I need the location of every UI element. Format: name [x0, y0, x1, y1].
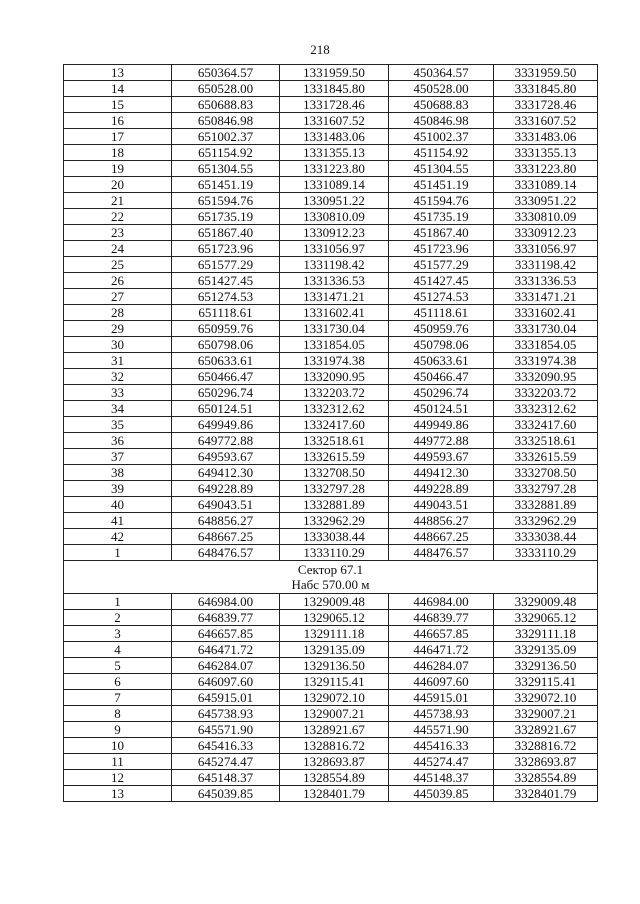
y-alt-coordinate-cell: 3331198.42: [494, 257, 598, 273]
x-alt-coordinate-cell: 451577.29: [389, 257, 494, 273]
point-number-cell: 29: [64, 321, 172, 337]
y-alt-coordinate-cell: 3329072.10: [494, 690, 598, 706]
y-alt-coordinate-cell: 3328816.72: [494, 738, 598, 754]
x-coordinate-cell: 651735.19: [172, 209, 280, 225]
y-coordinate-cell: 1332312.62: [280, 401, 389, 417]
point-number-cell: 3: [64, 626, 172, 642]
x-alt-coordinate-cell: 451002.37: [389, 129, 494, 145]
point-number-cell: 33: [64, 385, 172, 401]
y-alt-coordinate-cell: 3331355.13: [494, 145, 598, 161]
y-coordinate-cell: 1332615.59: [280, 449, 389, 465]
x-coordinate-cell: 650124.51: [172, 401, 280, 417]
y-coordinate-cell: 1328921.67: [280, 722, 389, 738]
y-coordinate-cell: 1331089.14: [280, 177, 389, 193]
y-alt-coordinate-cell: 3332518.61: [494, 433, 598, 449]
x-coordinate-cell: 645915.01: [172, 690, 280, 706]
x-alt-coordinate-cell: 449043.51: [389, 497, 494, 513]
y-alt-coordinate-cell: 3331728.46: [494, 97, 598, 113]
x-coordinate-cell: 649593.67: [172, 449, 280, 465]
table-row: [64, 257, 598, 273]
x-alt-coordinate-cell: 445416.33: [389, 738, 494, 754]
point-number-cell: 7: [64, 690, 172, 706]
x-coordinate-cell: 649412.30: [172, 465, 280, 481]
table-row: [64, 513, 598, 529]
x-coordinate-cell: 651594.76: [172, 193, 280, 209]
x-coordinate-cell: 645738.93: [172, 706, 280, 722]
table-row: [64, 545, 598, 561]
table-row: [64, 289, 598, 305]
sector-title: Сектор 67.1: [297, 562, 364, 577]
y-alt-coordinate-cell: 3329065.12: [494, 610, 598, 626]
point-number-cell: 34: [64, 401, 172, 417]
x-alt-coordinate-cell: 448476.57: [389, 545, 494, 561]
x-coordinate-cell: 650688.83: [172, 97, 280, 113]
y-alt-coordinate-cell: 3329009.48: [494, 594, 598, 610]
point-number-cell: 42: [64, 529, 172, 545]
coordinates-block-2: [64, 594, 598, 802]
table-row: [64, 369, 598, 385]
x-alt-coordinate-cell: 449228.89: [389, 481, 494, 497]
table-row: [64, 529, 598, 545]
x-coordinate-cell: 650846.98: [172, 113, 280, 129]
table-row: [64, 305, 598, 321]
y-coordinate-cell: 1331355.13: [280, 145, 389, 161]
table-row: [64, 449, 598, 465]
table-row: [64, 754, 598, 770]
point-number-cell: 16: [64, 113, 172, 129]
table-row: [64, 433, 598, 449]
x-coordinate-cell: 650296.74: [172, 385, 280, 401]
sector-header-cell: [64, 561, 598, 594]
x-alt-coordinate-cell: 450798.06: [389, 337, 494, 353]
y-coordinate-cell: 1331198.42: [280, 257, 389, 273]
table-row: [64, 129, 598, 145]
x-coordinate-cell: 645039.85: [172, 786, 280, 802]
x-alt-coordinate-cell: 450364.57: [389, 65, 494, 81]
table-row: [64, 177, 598, 193]
point-number-cell: 25: [64, 257, 172, 273]
point-number-cell: 5: [64, 658, 172, 674]
y-coordinate-cell: 1332797.28: [280, 481, 389, 497]
y-alt-coordinate-cell: 3331959.50: [494, 65, 598, 81]
y-alt-coordinate-cell: 3331089.14: [494, 177, 598, 193]
x-coordinate-cell: 646839.77: [172, 610, 280, 626]
point-number-cell: 28: [64, 305, 172, 321]
x-alt-coordinate-cell: 450466.47: [389, 369, 494, 385]
y-coordinate-cell: 1332203.72: [280, 385, 389, 401]
y-coordinate-cell: 1332417.60: [280, 417, 389, 433]
point-number-cell: 39: [64, 481, 172, 497]
x-alt-coordinate-cell: 450296.74: [389, 385, 494, 401]
point-number-cell: 13: [64, 65, 172, 81]
y-alt-coordinate-cell: 3333110.29: [494, 545, 598, 561]
table-row: [64, 225, 598, 241]
x-alt-coordinate-cell: 451118.61: [389, 305, 494, 321]
x-coordinate-cell: 651274.53: [172, 289, 280, 305]
table-row: [64, 738, 598, 754]
y-alt-coordinate-cell: 3330912.23: [494, 225, 598, 241]
y-alt-coordinate-cell: 3332615.59: [494, 449, 598, 465]
table-row: [64, 594, 598, 610]
table-row: [64, 65, 598, 81]
x-coordinate-cell: 650959.76: [172, 321, 280, 337]
point-number-cell: 30: [64, 337, 172, 353]
point-number-cell: 19: [64, 161, 172, 177]
x-alt-coordinate-cell: 451304.55: [389, 161, 494, 177]
table-row: [64, 353, 598, 369]
y-coordinate-cell: 1331483.06: [280, 129, 389, 145]
table-row: [64, 481, 598, 497]
point-number-cell: 41: [64, 513, 172, 529]
x-alt-coordinate-cell: 450528.00: [389, 81, 494, 97]
x-coordinate-cell: 649043.51: [172, 497, 280, 513]
y-alt-coordinate-cell: 3331730.04: [494, 321, 598, 337]
y-alt-coordinate-cell: 3332090.95: [494, 369, 598, 385]
y-alt-coordinate-cell: 3329115.41: [494, 674, 598, 690]
y-coordinate-cell: 1331974.38: [280, 353, 389, 369]
y-coordinate-cell: 1328554.89: [280, 770, 389, 786]
x-coordinate-cell: 650633.61: [172, 353, 280, 369]
point-number-cell: 26: [64, 273, 172, 289]
x-coordinate-cell: 651154.92: [172, 145, 280, 161]
point-number-cell: 12: [64, 770, 172, 786]
x-alt-coordinate-cell: 451154.92: [389, 145, 494, 161]
y-alt-coordinate-cell: 3331854.05: [494, 337, 598, 353]
point-number-cell: 14: [64, 81, 172, 97]
table-row: [64, 770, 598, 786]
x-coordinate-cell: 645571.90: [172, 722, 280, 738]
y-coordinate-cell: 1332090.95: [280, 369, 389, 385]
y-coordinate-cell: 1332518.61: [280, 433, 389, 449]
x-coordinate-cell: 645148.37: [172, 770, 280, 786]
y-coordinate-cell: 1331471.21: [280, 289, 389, 305]
y-coordinate-cell: 1331602.41: [280, 305, 389, 321]
y-alt-coordinate-cell: 3332708.50: [494, 465, 598, 481]
y-alt-coordinate-cell: 3329111.18: [494, 626, 598, 642]
x-coordinate-cell: 648476.57: [172, 545, 280, 561]
y-coordinate-cell: 1332881.89: [280, 497, 389, 513]
y-alt-coordinate-cell: 3332417.60: [494, 417, 598, 433]
x-coordinate-cell: 646471.72: [172, 642, 280, 658]
table-row: [64, 497, 598, 513]
x-alt-coordinate-cell: 446984.00: [389, 594, 494, 610]
point-number-cell: 40: [64, 497, 172, 513]
table-row: [64, 786, 598, 802]
x-alt-coordinate-cell: 451723.96: [389, 241, 494, 257]
x-coordinate-cell: 648856.27: [172, 513, 280, 529]
point-number-cell: 20: [64, 177, 172, 193]
table-row: [64, 642, 598, 658]
x-coordinate-cell: 650528.00: [172, 81, 280, 97]
x-alt-coordinate-cell: 445571.90: [389, 722, 494, 738]
y-coordinate-cell: 1331854.05: [280, 337, 389, 353]
point-number-cell: 32: [64, 369, 172, 385]
y-coordinate-cell: 1331730.04: [280, 321, 389, 337]
y-alt-coordinate-cell: 3331974.38: [494, 353, 598, 369]
y-coordinate-cell: 1331607.52: [280, 113, 389, 129]
y-coordinate-cell: 1329007.21: [280, 706, 389, 722]
y-coordinate-cell: 1333110.29: [280, 545, 389, 561]
x-alt-coordinate-cell: 449593.67: [389, 449, 494, 465]
table-row: [64, 81, 598, 97]
table-row: [64, 209, 598, 225]
x-coordinate-cell: 650466.47: [172, 369, 280, 385]
x-alt-coordinate-cell: 445738.93: [389, 706, 494, 722]
x-alt-coordinate-cell: 448667.25: [389, 529, 494, 545]
x-alt-coordinate-cell: 450633.61: [389, 353, 494, 369]
y-coordinate-cell: 1329065.12: [280, 610, 389, 626]
x-alt-coordinate-cell: 450688.83: [389, 97, 494, 113]
x-coordinate-cell: 646097.60: [172, 674, 280, 690]
x-coordinate-cell: 648667.25: [172, 529, 280, 545]
coordinates-table: [63, 64, 598, 802]
y-alt-coordinate-cell: 3330951.22: [494, 193, 598, 209]
x-alt-coordinate-cell: 446657.85: [389, 626, 494, 642]
table-row: [64, 321, 598, 337]
x-coordinate-cell: 646984.00: [172, 594, 280, 610]
point-number-cell: 35: [64, 417, 172, 433]
x-alt-coordinate-cell: 449412.30: [389, 465, 494, 481]
point-number-cell: 23: [64, 225, 172, 241]
x-coordinate-cell: 651304.55: [172, 161, 280, 177]
sector-header: [64, 561, 598, 594]
x-alt-coordinate-cell: 451735.19: [389, 209, 494, 225]
point-number-cell: 31: [64, 353, 172, 369]
x-coordinate-cell: 645274.47: [172, 754, 280, 770]
y-alt-coordinate-cell: 3332962.29: [494, 513, 598, 529]
x-coordinate-cell: 650364.57: [172, 65, 280, 81]
point-number-cell: 38: [64, 465, 172, 481]
x-coordinate-cell: 651723.96: [172, 241, 280, 257]
x-alt-coordinate-cell: 451867.40: [389, 225, 494, 241]
x-alt-coordinate-cell: 451274.53: [389, 289, 494, 305]
point-number-cell: 17: [64, 129, 172, 145]
x-alt-coordinate-cell: 446097.60: [389, 674, 494, 690]
x-alt-coordinate-cell: 445039.85: [389, 786, 494, 802]
x-alt-coordinate-cell: 445148.37: [389, 770, 494, 786]
x-alt-coordinate-cell: 445274.47: [389, 754, 494, 770]
table-row: [64, 401, 598, 417]
y-coordinate-cell: 1332962.29: [280, 513, 389, 529]
y-coordinate-cell: 1328816.72: [280, 738, 389, 754]
x-alt-coordinate-cell: 449772.88: [389, 433, 494, 449]
table-row: [64, 145, 598, 161]
x-coordinate-cell: 646657.85: [172, 626, 280, 642]
table-row: [64, 97, 598, 113]
y-alt-coordinate-cell: 3331223.80: [494, 161, 598, 177]
y-alt-coordinate-cell: 3329135.09: [494, 642, 598, 658]
x-alt-coordinate-cell: 450959.76: [389, 321, 494, 337]
point-number-cell: 9: [64, 722, 172, 738]
point-number-cell: 4: [64, 642, 172, 658]
x-coordinate-cell: 651577.29: [172, 257, 280, 273]
y-alt-coordinate-cell: 3332203.72: [494, 385, 598, 401]
x-alt-coordinate-cell: 446284.07: [389, 658, 494, 674]
sector-height: Набс 570.00 м: [291, 577, 370, 592]
point-number-cell: 8: [64, 706, 172, 722]
table-row: [64, 161, 598, 177]
sector-header-row: [64, 561, 598, 594]
point-number-cell: 6: [64, 674, 172, 690]
point-number-cell: 18: [64, 145, 172, 161]
y-alt-coordinate-cell: 3331607.52: [494, 113, 598, 129]
y-alt-coordinate-cell: 3330810.09: [494, 209, 598, 225]
x-coordinate-cell: 646284.07: [172, 658, 280, 674]
x-coordinate-cell: 649228.89: [172, 481, 280, 497]
x-coordinate-cell: 645416.33: [172, 738, 280, 754]
y-coordinate-cell: 1328401.79: [280, 786, 389, 802]
x-coordinate-cell: 651867.40: [172, 225, 280, 241]
table-row: [64, 241, 598, 257]
y-alt-coordinate-cell: 3328554.89: [494, 770, 598, 786]
x-alt-coordinate-cell: 450846.98: [389, 113, 494, 129]
point-number-cell: 2: [64, 610, 172, 626]
x-alt-coordinate-cell: 451427.45: [389, 273, 494, 289]
y-alt-coordinate-cell: 3328921.67: [494, 722, 598, 738]
table-row: [64, 626, 598, 642]
x-alt-coordinate-cell: 451594.76: [389, 193, 494, 209]
table-row: [64, 706, 598, 722]
y-alt-coordinate-cell: 3331602.41: [494, 305, 598, 321]
y-coordinate-cell: 1330810.09: [280, 209, 389, 225]
point-number-cell: 24: [64, 241, 172, 257]
y-coordinate-cell: 1328693.87: [280, 754, 389, 770]
y-alt-coordinate-cell: 3332881.89: [494, 497, 598, 513]
y-coordinate-cell: 1329111.18: [280, 626, 389, 642]
point-number-cell: 13: [64, 786, 172, 802]
y-coordinate-cell: 1329072.10: [280, 690, 389, 706]
point-number-cell: 1: [64, 594, 172, 610]
y-coordinate-cell: 1330912.23: [280, 225, 389, 241]
y-coordinate-cell: 1331056.97: [280, 241, 389, 257]
y-coordinate-cell: 1329135.09: [280, 642, 389, 658]
point-number-cell: 10: [64, 738, 172, 754]
table-row: [64, 113, 598, 129]
table-row: [64, 417, 598, 433]
x-coordinate-cell: 650798.06: [172, 337, 280, 353]
point-number-cell: 1: [64, 545, 172, 561]
x-alt-coordinate-cell: 451451.19: [389, 177, 494, 193]
point-number-cell: 37: [64, 449, 172, 465]
point-number-cell: 11: [64, 754, 172, 770]
x-alt-coordinate-cell: 446471.72: [389, 642, 494, 658]
y-alt-coordinate-cell: 3333038.44: [494, 529, 598, 545]
y-coordinate-cell: 1331336.53: [280, 273, 389, 289]
x-alt-coordinate-cell: 446839.77: [389, 610, 494, 626]
y-alt-coordinate-cell: 3331845.80: [494, 81, 598, 97]
y-alt-coordinate-cell: 3329136.50: [494, 658, 598, 674]
table-row: [64, 690, 598, 706]
table-row: [64, 337, 598, 353]
y-coordinate-cell: 1331959.50: [280, 65, 389, 81]
point-number-cell: 27: [64, 289, 172, 305]
point-number-cell: 15: [64, 97, 172, 113]
table-row: [64, 193, 598, 209]
y-coordinate-cell: 1331845.80: [280, 81, 389, 97]
y-alt-coordinate-cell: 3329007.21: [494, 706, 598, 722]
y-coordinate-cell: 1329136.50: [280, 658, 389, 674]
y-coordinate-cell: 1329115.41: [280, 674, 389, 690]
x-coordinate-cell: 649772.88: [172, 433, 280, 449]
x-coordinate-cell: 651451.19: [172, 177, 280, 193]
y-alt-coordinate-cell: 3328693.87: [494, 754, 598, 770]
page-number: 218: [310, 42, 330, 57]
x-coordinate-cell: 651118.61: [172, 305, 280, 321]
y-coordinate-cell: 1331728.46: [280, 97, 389, 113]
y-alt-coordinate-cell: 3332797.28: [494, 481, 598, 497]
point-number-cell: 22: [64, 209, 172, 225]
table-row: [64, 385, 598, 401]
y-coordinate-cell: 1329009.48: [280, 594, 389, 610]
x-alt-coordinate-cell: 445915.01: [389, 690, 494, 706]
table-row: [64, 722, 598, 738]
y-coordinate-cell: 1333038.44: [280, 529, 389, 545]
y-alt-coordinate-cell: 3331483.06: [494, 129, 598, 145]
y-alt-coordinate-cell: 3331471.21: [494, 289, 598, 305]
x-coordinate-cell: 651427.45: [172, 273, 280, 289]
x-coordinate-cell: 651002.37: [172, 129, 280, 145]
y-alt-coordinate-cell: 3332312.62: [494, 401, 598, 417]
y-coordinate-cell: 1331223.80: [280, 161, 389, 177]
table-row: [64, 465, 598, 481]
x-coordinate-cell: 649949.86: [172, 417, 280, 433]
point-number-cell: 21: [64, 193, 172, 209]
y-alt-coordinate-cell: 3328401.79: [494, 786, 598, 802]
x-alt-coordinate-cell: 448856.27: [389, 513, 494, 529]
y-coordinate-cell: 1332708.50: [280, 465, 389, 481]
table-row: [64, 674, 598, 690]
table-row: [64, 658, 598, 674]
y-alt-coordinate-cell: 3331336.53: [494, 273, 598, 289]
y-coordinate-cell: 1330951.22: [280, 193, 389, 209]
coordinates-block-1: [64, 65, 598, 561]
table-row: [64, 273, 598, 289]
y-alt-coordinate-cell: 3331056.97: [494, 241, 598, 257]
x-alt-coordinate-cell: 449949.86: [389, 417, 494, 433]
table-row: [64, 610, 598, 626]
point-number-cell: 36: [64, 433, 172, 449]
x-alt-coordinate-cell: 450124.51: [389, 401, 494, 417]
